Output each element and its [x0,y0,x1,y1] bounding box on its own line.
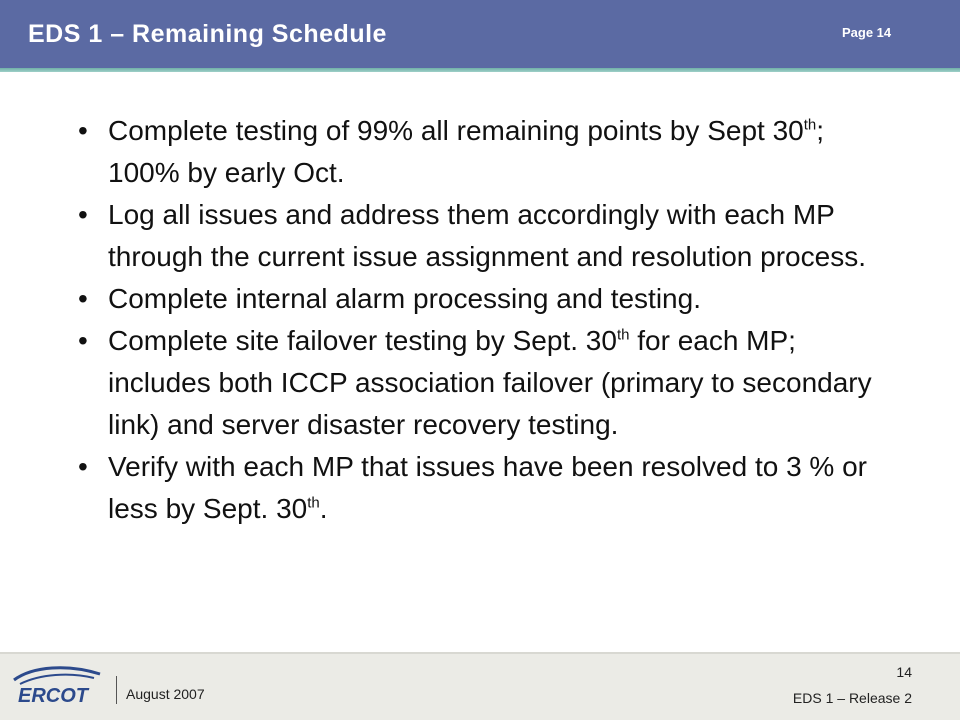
svg-text:ERCOT: ERCOT [18,685,88,707]
ercot-logo [8,664,108,708]
footer-date: August 2007 [126,686,205,702]
slide-title: EDS 1 – Remaining Schedule [28,20,387,48]
header-accent-line [0,68,960,72]
bullet-item: • Complete internal alarm processing and testing. [78,278,898,320]
footer-page-number: 14 [896,664,912,680]
footer-release: EDS 1 – Release 2 [792,690,912,706]
bullet-item: • Complete site failover testing by Sept. 30th for each MP; includes both ICCP association failover (primary to secondary link) and server disaster recovery testing. [78,320,898,446]
bullet-list [78,110,898,530]
bullet-item: • Complete testing of 99% all remaining points by Sept 30th; 100% by early Oct. [78,110,898,194]
bullet-item: • Log all issues and address them accordingly with each MP through the current issue assignment and resolution process. [78,194,898,278]
footer-separator [116,676,117,704]
bullet-item: • Verify with each MP that issues have been resolved to 3 % or less by Sept. 30th. [78,446,898,530]
page-label: Page 14 [842,25,892,40]
